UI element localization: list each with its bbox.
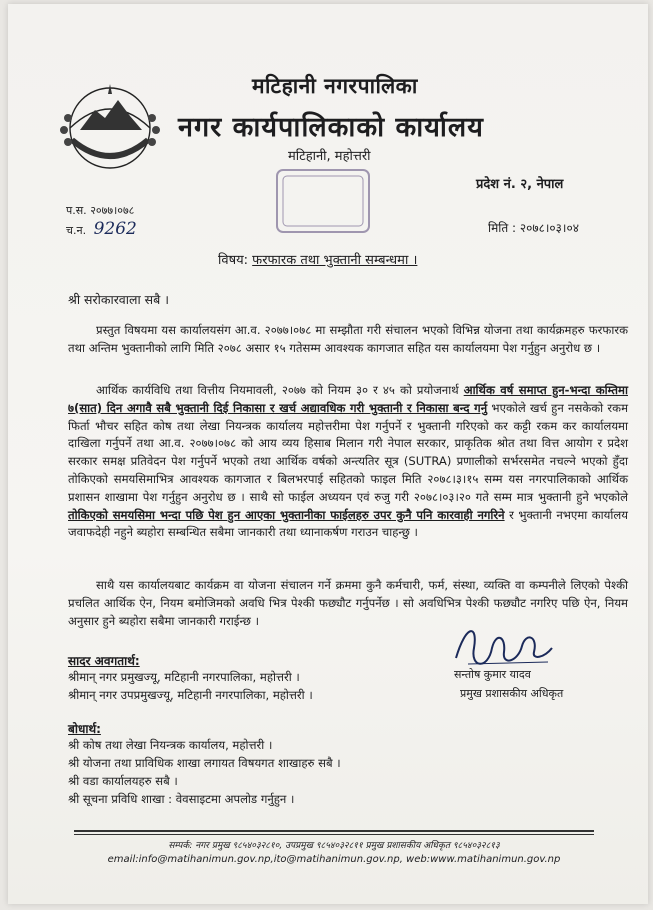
list-item: श्रीमान् नगर प्रमुखज्यू, मटिहानी नगरपालिका, महोत्तरी । bbox=[68, 670, 300, 684]
p2-part-e: र भुक्तानी नभएमा कार्यालय जवाफदेही नहुने ब्यहोरा सम्बन्धित सबैमा जानकारी तथा ध्यानाकर्षण गराउन चाहन्छु । bbox=[68, 507, 628, 540]
subject-line bbox=[218, 250, 417, 268]
cn-label: च.न. bbox=[66, 224, 87, 237]
date-label: मिति : bbox=[488, 221, 517, 235]
province-name: प्रदेश नं. २, नेपाल bbox=[476, 177, 564, 192]
footer-rule-thin bbox=[74, 834, 594, 835]
letter-page bbox=[8, 4, 648, 904]
signatory-name: सन्तोष कुमार यादव bbox=[454, 668, 531, 681]
bodhartha-heading: बोधार्थ: bbox=[68, 722, 101, 736]
list-item: श्री योजना तथा प्राविधिक शाखा लगायत विषयगत शाखाहरु सबै । bbox=[68, 756, 341, 770]
p2-part-a: आर्थिक कार्यविधि तथा वित्तीय नियमावली, २०७७ को नियम ३० र ४५ को प्रयोजनार्थ bbox=[96, 383, 464, 397]
footer-web: email:info@matihanimun.gov.np,ito@matihanimun.gov.np, web:www.matihanimun.gov.np bbox=[107, 854, 561, 865]
p2-part-c: भएकोले खर्च हुन नसकेको रकम फिर्ता भौचर सहित कोष तथा लेखा नियन्त्रक कार्यालय महोत्तरीमा पेश गर्नुपर्ने र भुक्तानी गरिएको कर कट्टी रकम कर कार्यालयमा दाखिला गर्नुपर्ने तथा आ.व. २०७७।०७८ को आय व्यय हिसाब मिलान गरी नेपाल सरकार, प्राकृतिक श्रोत तथा वित्त आयोग र प्रदेश सरकार समक्ष प्रतिवेदन पेश गर्नुपर्ने भएको तथा आर्थिक वर्षको अन्त्यतिर सूत्र (SUTRA) प्रणालीको सर्भरसमेत नचल्ने भएको हुँदा तोकिएको समयसिमाभित्र आवश्यक कागजात र बिलभरपाई सहितको फाइल मिति २०७८।३।१५ सम्म यस नगरपालिकाको आर्थिक प्रशासन शाखामा पेश गर्नुहुन अनुरोध छ । साथै सो फाईल अध्ययन एवं रुजु गरी २०७८।०३।२० गते सम्म मात्र भुक्तानी हुने भएकोले bbox=[68, 400, 628, 504]
salutation: श्री सरोकारवाला सबै । bbox=[68, 292, 169, 307]
p2-deadline-emphasis: आर्थिक वर्ष समाप्त हुन-भन्दा कम्तिमा ७(सात) दिन अगावै सबै भुक्तानी दिई निकासा र खर्च अद्यावधिक गरी भुक्तानी र निकासा बन्द गर्नु bbox=[68, 383, 628, 415]
municipality-name: मटिहानी नगरपालिका bbox=[252, 74, 418, 98]
date-value: २०७८।०३।०४ bbox=[519, 221, 579, 235]
sadar-list bbox=[68, 668, 313, 704]
chalani-number bbox=[66, 219, 137, 239]
paragraph-3: साथै यस कार्यालयबाट कार्यक्रम वा योजना संचालन गर्ने क्रममा कुनै कर्मचारी, फर्म, संस्था, व्यक्ति वा कम्पनीले लिएको पेश्की प्रचलित आर्थिक ऐन, नियम बमोजिमको अवधि भित्र पेश्की फछ्यौट गर्नुपर्नेछ । सो अवधिभित्र पेश्की फछ्यौट नगरिए पछि ऐन, नियम अनुसार हुने ब्यहोरा सबैमा जानकारी गराईन्छ । bbox=[68, 578, 628, 628]
list-item: श्रीमान् नगर उपप्रमुखज्यू, मटिहानी नगरपालिका, महोत्तरी । bbox=[68, 688, 313, 702]
footer-contacts: सम्पर्क: नगर प्रमुख ९८५४०३२८१०, उपप्रमुख ९८५४०३२८११ प्रमुख प्रशासकीय अधिकृत ९८५४०३२८१३ bbox=[168, 841, 500, 851]
signatory-title: प्रमुख प्रशासकीय अधिकृत bbox=[460, 687, 564, 700]
list-item: श्री वडा कार्यालयहरु सबै । bbox=[68, 774, 178, 788]
office-address: मटिहानी, महोत्तरी bbox=[288, 149, 371, 164]
p2-late-file-emphasis: तोकिएको समयसिमा भन्दा पछि पेश हुन आएका भुक्तानीका फाईलहरु उपर कुनै पनि कारवाही नगरिने bbox=[68, 507, 505, 522]
cn-value: 9262 bbox=[93, 219, 137, 239]
office-stamp bbox=[273, 166, 373, 236]
list-item: श्री कोष तथा लेखा नियन्त्रक कार्यालय, महोत्तरी । bbox=[68, 738, 273, 752]
sadar-heading: सादर अवगतार्थ: bbox=[68, 654, 140, 668]
office-title: नगर कार्यपालिकाको कार्यालय bbox=[178, 112, 484, 143]
ps-label: प.स. bbox=[66, 204, 87, 217]
list-item: श्री सूचना प्रविधि शाखा : वेवसाइटमा अपलोड गर्नुहुन । bbox=[68, 792, 295, 806]
subject-text: फरफारक तथा भुक्तानी सम्बन्धमा । bbox=[252, 253, 418, 268]
nepal-emblem-logo bbox=[50, 70, 170, 180]
footer-rule-top bbox=[74, 830, 594, 832]
paragraph-2 bbox=[68, 382, 628, 542]
paragraph-1: प्रस्तुत विषयमा यस कार्यालयसंग आ.व. २०७७।०७८ मा सम्झौता गरी संचालन भएको विभिन्न योजना तथा कार्यक्रमहरु फरफारक तथा अन्तिम भुक्तानीको लागि मिति २०७८ असार १५ गतेसम्म आवश्यक कागजात सहित यस कार्यालयमा पेश गर्नुहुन अनुरोध छ । bbox=[68, 323, 628, 355]
ps-value: २०७७।०७८ bbox=[90, 204, 135, 217]
patra-sankhya bbox=[66, 203, 134, 218]
bodhartha-list bbox=[68, 736, 341, 808]
letter-date bbox=[488, 219, 579, 236]
subject-label: विषय: bbox=[218, 253, 249, 268]
